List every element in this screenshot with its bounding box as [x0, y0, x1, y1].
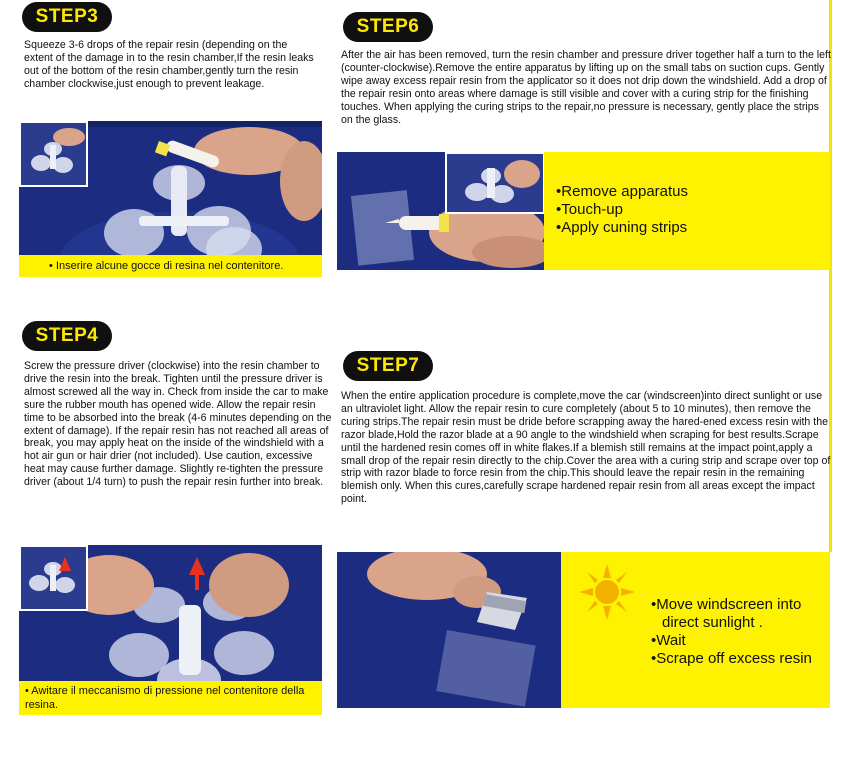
- step3-photo: [19, 121, 322, 277]
- step4-inset-photo: [19, 545, 88, 611]
- step7-bullet-item: • Wait: [651, 632, 827, 650]
- step4-text: Screw the pressure driver (clockwise) into the resin chamber to drive the resin into the break. Tighten until the pressure driver is almost screwed all the way in. Check from inside the car to make sure the rubber mouth has opened wide. Allow the repair resin time to be absorbed into the break (4-6 minutes depending on the extent of damage). If the repair resin has not reached all areas of break, you may apply heat on the inside of the windshield with a hot air gun or hair drier (not included). Use caution, excessive heat may cause further damage. Slightly re-tighten the pressure driver (about 1/4 turn) to push the repair resin further into break.: [24, 360, 332, 489]
- step3-text: Squeeze 3-6 drops of the repair resin (depending on the extent of the damage in to the resin chamber,If the resin leaks out of the bottom of the resin chamber,gently turn the resin chamber clockwise,just enough to prevent leakage.: [24, 39, 314, 90]
- step3-caption-bar: [19, 255, 322, 277]
- step6-bullet-item: • Touch-up: [556, 201, 826, 219]
- step7-badge: STEP7: [343, 351, 433, 381]
- step6-bullet-item: • Remove apparatus: [556, 183, 826, 201]
- step6-badge: STEP6: [343, 12, 433, 42]
- step6-bullet-list: [556, 183, 826, 237]
- step6-bullet-panel: [544, 152, 830, 270]
- step4-badge: STEP4: [22, 321, 112, 351]
- step4-inset-illustration: [21, 547, 86, 609]
- step4-photo: [19, 545, 322, 715]
- step7-bullet-list: [651, 596, 827, 668]
- step4-caption: • Awitare il meccanismo di pressione nel contenitore della resina.: [25, 685, 305, 711]
- step6-inset-photo: [445, 152, 544, 214]
- step3-inset-photo: [19, 121, 88, 187]
- step7-bullet-panel: [561, 552, 830, 708]
- step6-bullet-item: • Apply cuning strips: [556, 219, 826, 237]
- step6-inset-illustration: [447, 154, 543, 212]
- step3-caption: • Inserire alcune gocce di resina nel contenitore.: [49, 260, 284, 272]
- sun-icon: [577, 562, 637, 622]
- step6-photo: [337, 152, 544, 270]
- step7-text: When the entire application procedure is complete,move the car (windscreen)into direct sunlight or use an ultraviolet light. Allow the repair resin to cure completely (about 5 to 10 minutes), then remove the curing strips.The repair resin must be dride before scrapping away the hared-ened excess resin with the razor blade,Hold the razor blade at a 90 angle to the windshield when scraping for best results.Scrape until the hardened resin comes off in white flakes.If a blemish still remains at the impact point,apply a small drop of the repair resin directly to the chip.Cover the area with a curing strip and scrape over top of strip with razor blade to force resin from the chip.This should leave the repair resin in the remaining blemish only. When this cures,carefully scrape hardened repair resin from all areas except the impact point.: [341, 390, 831, 506]
- step6-text: After the air has been removed, turn the resin chamber and pressure driver together half a turn to the left (counter-clockwise).Remove the entire apparatus by lifting up on the small tabs on suction cups. Gently wipe away excess repair resin from the applicator so it does not drip down the windshield. Add a drop of the repair resin onto areas where damage is still visible and cover with a curing strip for the finishing touches. When applying the curing strips to the repair,no pressure is necessary, gently place the strips on the glass.: [341, 49, 831, 126]
- step3-inset-illustration: [21, 123, 86, 185]
- step7-bullet-item: • Scrape off excess resin: [651, 650, 827, 668]
- step4-caption-bar: [19, 681, 322, 715]
- step7-bullet-item: • Move windscreen into direct sunlight .: [651, 596, 827, 632]
- step3-badge: STEP3: [22, 2, 112, 32]
